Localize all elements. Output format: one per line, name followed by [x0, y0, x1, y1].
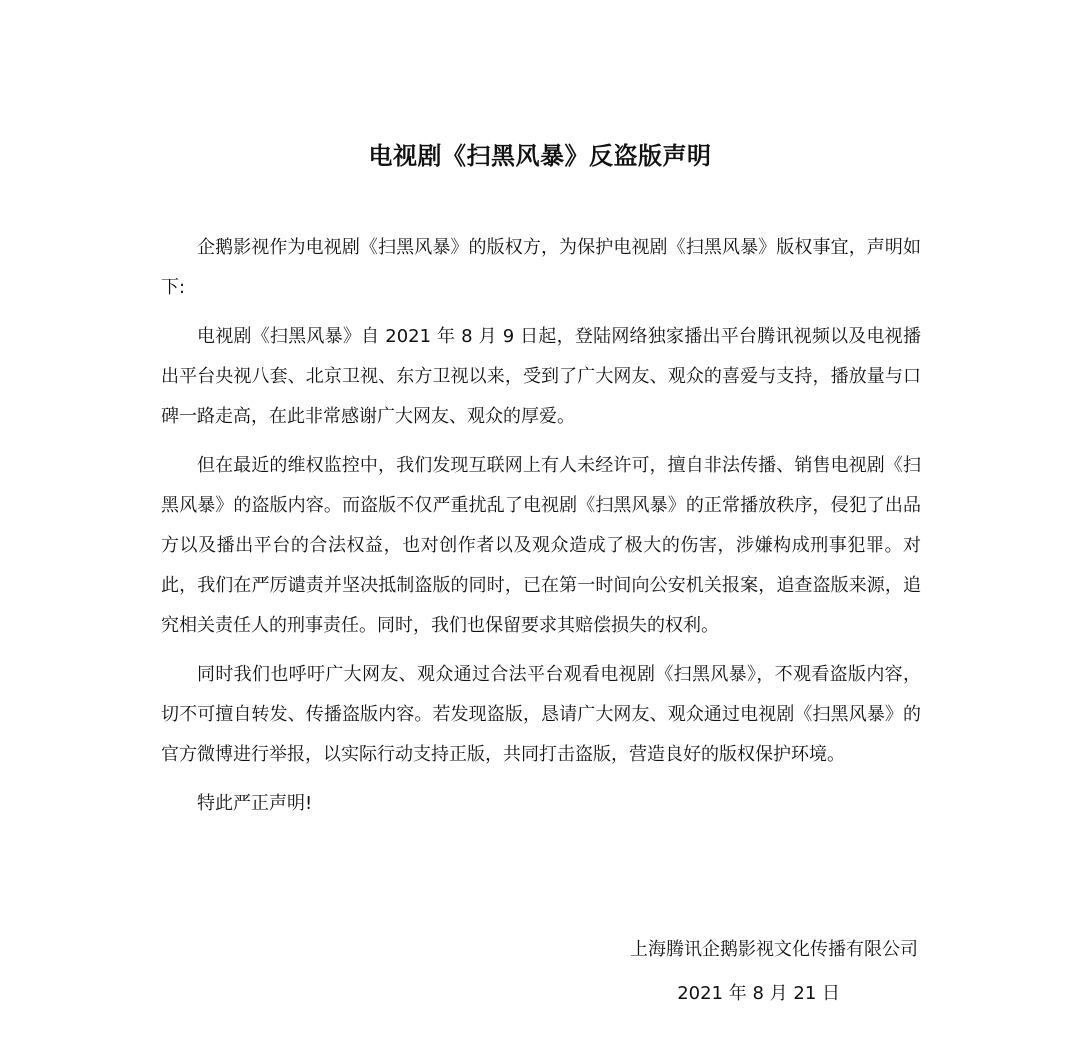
paragraph-intro: 企鹅影视作为电视剧《扫黑风暴》的版权方，为保护电视剧《扫黑风暴》版权事宜，声明如下:: [161, 237, 921, 298]
paragraph-appeal: 同时我们也呼吁广大网友、观众通过合法平台观看电视剧《扫黑风暴》，不观看盗版内容，切不可擅自转发、传播盗版内容。若发现盗版，恳请广大网友、观众通过电视剧《扫黑风暴》的官方微博进行举报，以实际行动支持正版，共同打击盗版，营造良好的版权保护环境。: [161, 664, 921, 765]
statement-body: [161, 228, 921, 833]
paragraph-piracy: 但在最近的维权监控中，我们发现互联网上有人未经许可，擅自非法传播、销售电视剧《扫黑风暴》的盗版内容。而盗版不仅严重扰乱了电视剧《扫黑风暴》的正常播放秩序，侵犯了出品方以及播出平台的合法权益，也对创作者以及观众造成了极大的伤害，涉嫌构成刑事犯罪。对此，我们在严厉谴责并坚决抵制盗版的同时，已在第一时间向公安机关报案，追查盗版来源，追究相关责任人的刑事责任。同时，我们也保留要求其赔偿损失的权利。: [161, 455, 921, 636]
signature-date: 2021 年 8 月 21 日: [677, 983, 840, 1004]
document-title: 电视剧《扫黑风暴》反盗版声明: [368, 142, 712, 170]
paragraph-broadcast: 电视剧《扫黑风暴》自 2021 年 8 月 9 日起，登陆网络独家播出平台腾讯视频以及电视播出平台央视八套、北京卫视、东方卫视以来，受到了广大网友、观众的喜爱与支持，播放量与口碑一路走高，在此非常感谢广大网友、观众的厚爱。: [161, 326, 921, 427]
paragraph-closing: 特此严正声明!: [197, 793, 313, 814]
signature-company: 上海腾讯企鹅影视文化传播有限公司: [630, 939, 918, 960]
